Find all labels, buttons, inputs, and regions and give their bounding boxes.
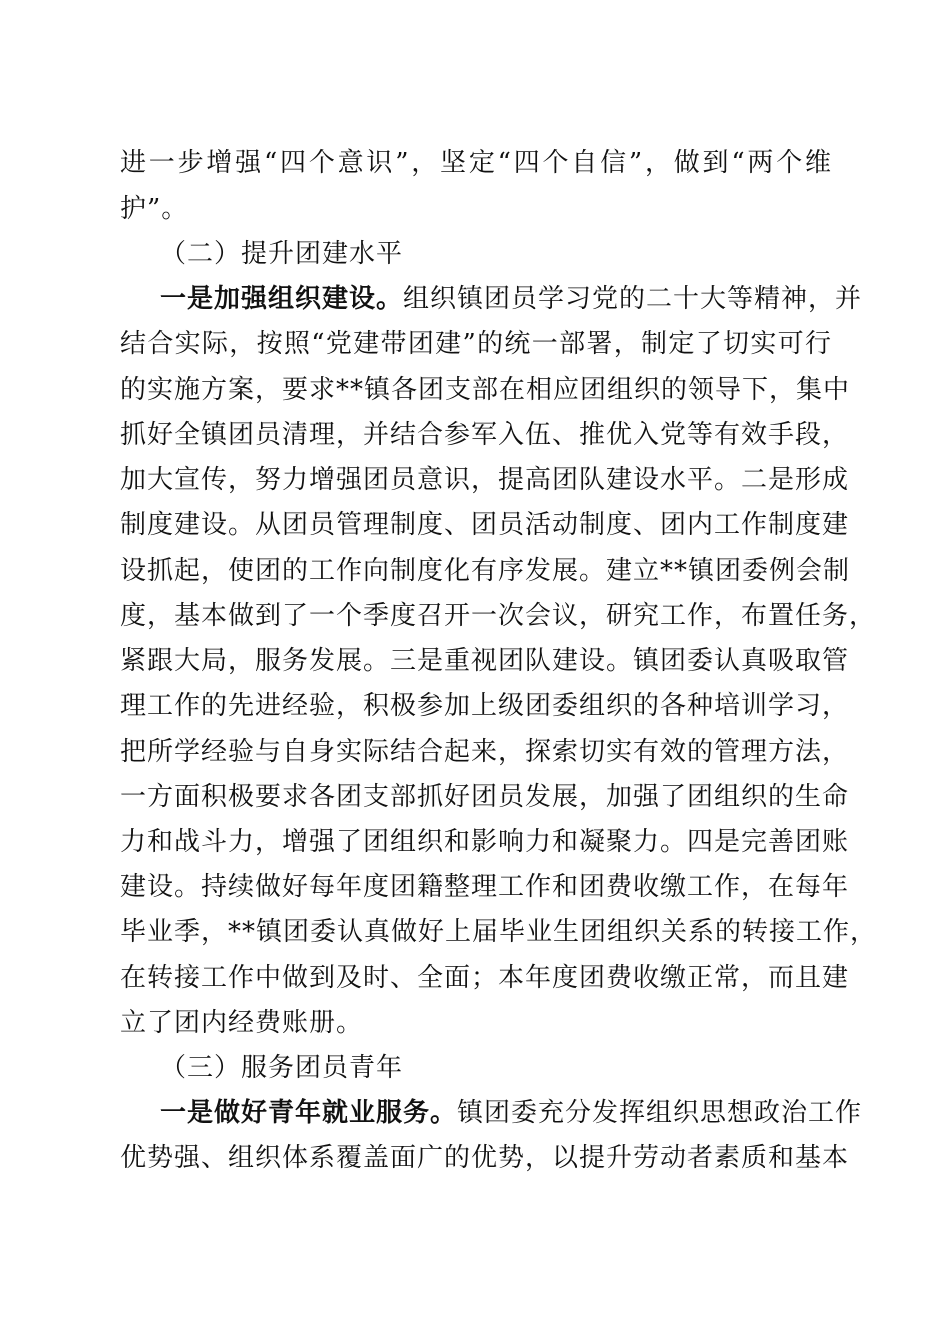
- paragraph-line: 设抓起，使团的工作向制度化有序发展。建立**镇团委例会制: [120, 556, 851, 586]
- paragraph-line: 建设。持续做好每年度团籍整理工作和团费收缴工作，在每年: [120, 872, 850, 902]
- paragraph-first-line: [160, 281, 863, 317]
- paragraph-text: 组织镇团员学习党的二十大等精神，并: [403, 284, 863, 314]
- paragraph-line: 护”。: [120, 194, 189, 224]
- paragraph-first-line: [160, 1095, 863, 1131]
- paragraph-line: 把所学经验与自身实际结合起来，探索切实有效的管理方法，: [120, 737, 850, 767]
- paragraph-line: 进一步增强“四个意识”，坚定“四个自信”，做到“两个维: [120, 148, 832, 178]
- paragraph-line: 理工作的先进经验，积极参加上级团委组织的各种培训学习，: [120, 691, 850, 721]
- paragraph-line: 的实施方案，要求**镇各团支部在相应团组织的领导下，集中: [120, 375, 851, 405]
- lead-phrase: 一是做好青年就业服务。: [160, 1098, 458, 1128]
- paragraph-line: 紧跟大局，服务发展。三是重视团队建设。镇团委认真吸取管: [120, 646, 850, 676]
- paragraph-line: 力和战斗力，增强了团组织和影响力和凝聚力。四是完善团账: [120, 827, 850, 857]
- paragraph-line: 优势强、组织体系覆盖面广的优势，以提升劳动者素质和基本: [120, 1143, 850, 1173]
- paragraph-line: 一方面积极要求各团支部抓好团员发展，加强了团组织的生命: [120, 782, 850, 812]
- paragraph-line: 在转接工作中做到及时、全面；本年度团费收缴正常，而且建: [120, 963, 850, 993]
- paragraph-line: 制度建设。从团员管理制度、团员活动制度、团内工作制度建: [120, 510, 850, 540]
- lead-phrase: 一是加强组织建设。: [160, 284, 404, 314]
- paragraph-text: 镇团委充分发挥组织思想政治工作: [457, 1098, 863, 1128]
- paragraph-line: 结合实际，按照“党建带团建”的统一部署，制定了切实可行: [120, 329, 832, 359]
- paragraph-line: 加大宣传，努力增强团员意识，提高团队建设水平。二是形成: [120, 465, 850, 495]
- paragraph-line: 立了团内经费账册。: [120, 1008, 364, 1038]
- section-heading: （三）服务团员青年: [160, 1053, 404, 1083]
- paragraph-line: 抓好全镇团员清理，并结合参军入伍、推优入党等有效手段，: [120, 420, 850, 450]
- paragraph-line: 毕业季，**镇团委认真做好上届毕业生团组织关系的转接工作，: [120, 917, 878, 947]
- section-heading: （二）提升团建水平: [160, 239, 404, 269]
- paragraph-line: 度，基本做到了一个季度召开一次会议，研究工作，布置任务，: [120, 601, 877, 631]
